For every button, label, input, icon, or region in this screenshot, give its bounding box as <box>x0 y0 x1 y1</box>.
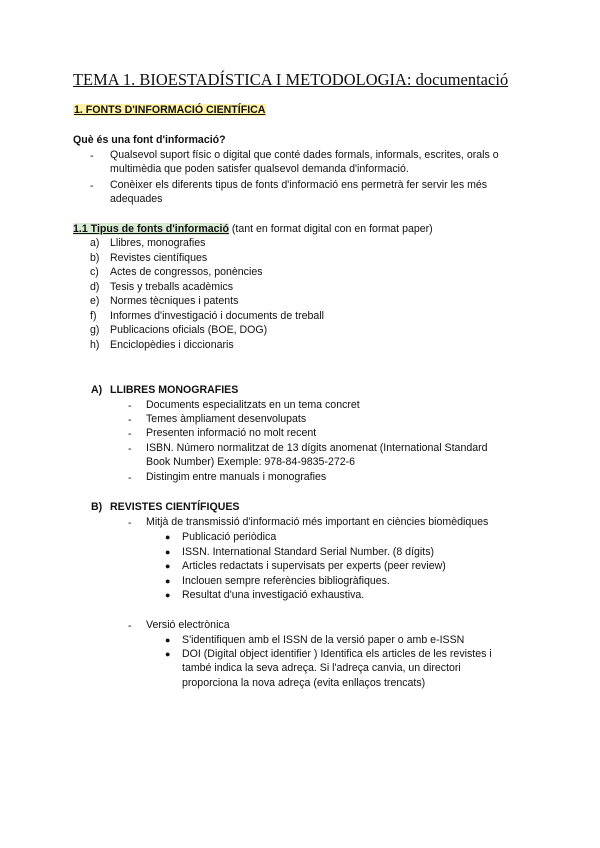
section-a-title: LLIBRES MONOGRAFIES <box>110 384 239 396</box>
section-b-title: REVISTES CIENTÍFIQUES <box>110 501 240 513</box>
electronic-bullet: DOI (Digital object identifier ) Identifica els articles de les revistes i <box>182 648 492 660</box>
type-item: Actes de congressos, ponències <box>110 266 263 278</box>
electronic-bullet: S'identifiquen amb el ISSN de la versió paper o amb e-ISSN <box>182 634 465 646</box>
bullet-marker: ● <box>165 576 171 586</box>
type-item: Tesis y treballs acadèmics <box>110 281 234 293</box>
dash-marker: - <box>128 443 132 455</box>
type-key: f) <box>90 310 97 322</box>
section-a-item: ISBN. Número normalitzat de 13 dígits anomenat (International Standard <box>146 442 488 454</box>
subsection-1-1-title: 1.1 Tipus de fonts d'informació <box>73 223 229 235</box>
section-a-item-cont: Book Number) Exemple: 978-84-9835-272-6 <box>146 456 356 468</box>
type-item: Normes tècniques i patents <box>110 295 239 307</box>
question-heading: Què és una font d'informació? <box>73 134 226 146</box>
type-key: a) <box>90 237 100 249</box>
dash-marker: - <box>90 180 94 192</box>
section-a-item: Temes àmpliament desenvolupats <box>146 413 307 425</box>
intro-item-2-line2: adequades <box>110 193 163 205</box>
type-key: c) <box>90 266 99 278</box>
dash-marker: - <box>128 414 132 426</box>
section-b-main: Mitjà de transmissió d'informació més important en ciències biomèdiques <box>146 516 489 528</box>
subsection-1-1 <box>73 222 433 236</box>
bullet-marker: ● <box>165 561 171 571</box>
type-item: Llibres, monografies <box>110 237 206 249</box>
dash-marker: - <box>128 620 132 632</box>
section-a-item: Distingim entre manuals i monografies <box>146 471 327 483</box>
document-title: TEMA 1. BIOESTADÍSTICA I METODOLOGIA: documentació <box>73 70 509 89</box>
section-b-bullet: ISSN. International Standard Serial Number. (8 dígits) <box>182 546 435 558</box>
intro-item-1-line1: Qualsevol suport físic o digital que conté dades formals, informals, escrites, orals o <box>110 149 499 161</box>
section-a-item: Presenten informació no molt recent <box>146 427 317 439</box>
bullet-marker: ● <box>165 590 171 600</box>
subsection-1-1-note: (tant en format digital con en format paper) <box>228 223 433 235</box>
electronic-bullet-cont: proporciona la nova adreça (evita enllaços trencats) <box>182 677 426 689</box>
type-key: e) <box>90 295 100 307</box>
section-b-electronic: Versió electrònica <box>146 619 230 631</box>
electronic-bullet-cont: també indica la seva adreça. Si l'adreça canvia, un directori <box>182 662 461 674</box>
dash-marker: - <box>128 428 132 440</box>
section-heading-1: 1. FONTS D'INFORMACIÓ CIENTÍFICA <box>74 104 266 116</box>
type-item: Revistes científiques <box>110 252 208 264</box>
section-a-item: Documents especialitzats en un tema concret <box>146 399 360 411</box>
section-b-key: B) <box>91 501 103 513</box>
intro-item-2-line1: Conèixer els diferents tipus de fonts d'informació ens permetrà fer servir les més <box>110 179 488 191</box>
dash-marker: - <box>128 400 132 412</box>
dash-marker: - <box>90 150 94 162</box>
dash-marker: - <box>128 472 132 484</box>
dash-marker: - <box>128 517 132 529</box>
bullet-marker: ● <box>165 532 171 542</box>
bullet-marker: ● <box>165 649 171 659</box>
section-b-bullet: Articles redactats i supervisats per experts (peer review) <box>182 560 446 572</box>
type-item: Publicacions oficials (BOE, DOG) <box>110 324 268 336</box>
type-key: h) <box>90 339 100 351</box>
type-item: Informes d'investigació i documents de treball <box>110 310 325 322</box>
bullet-marker: ● <box>165 547 171 557</box>
intro-item-1-line2: multimèdia que poden satisfer qualsevol demanda d'informació. <box>110 163 409 175</box>
bullet-marker: ● <box>165 635 171 645</box>
section-b-bullet: Publicació periòdica <box>182 531 277 543</box>
section-a-key: A) <box>91 384 103 396</box>
section-b-bullet: Inclouen sempre referències bibliogràfiques. <box>182 575 390 587</box>
type-item: Enciclopèdies i diccionaris <box>110 339 234 351</box>
section-b-bullet: Resultat d'una investigació exhaustiva. <box>182 589 365 601</box>
type-key: d) <box>90 281 100 293</box>
type-key: g) <box>90 324 100 336</box>
type-key: b) <box>90 252 100 264</box>
